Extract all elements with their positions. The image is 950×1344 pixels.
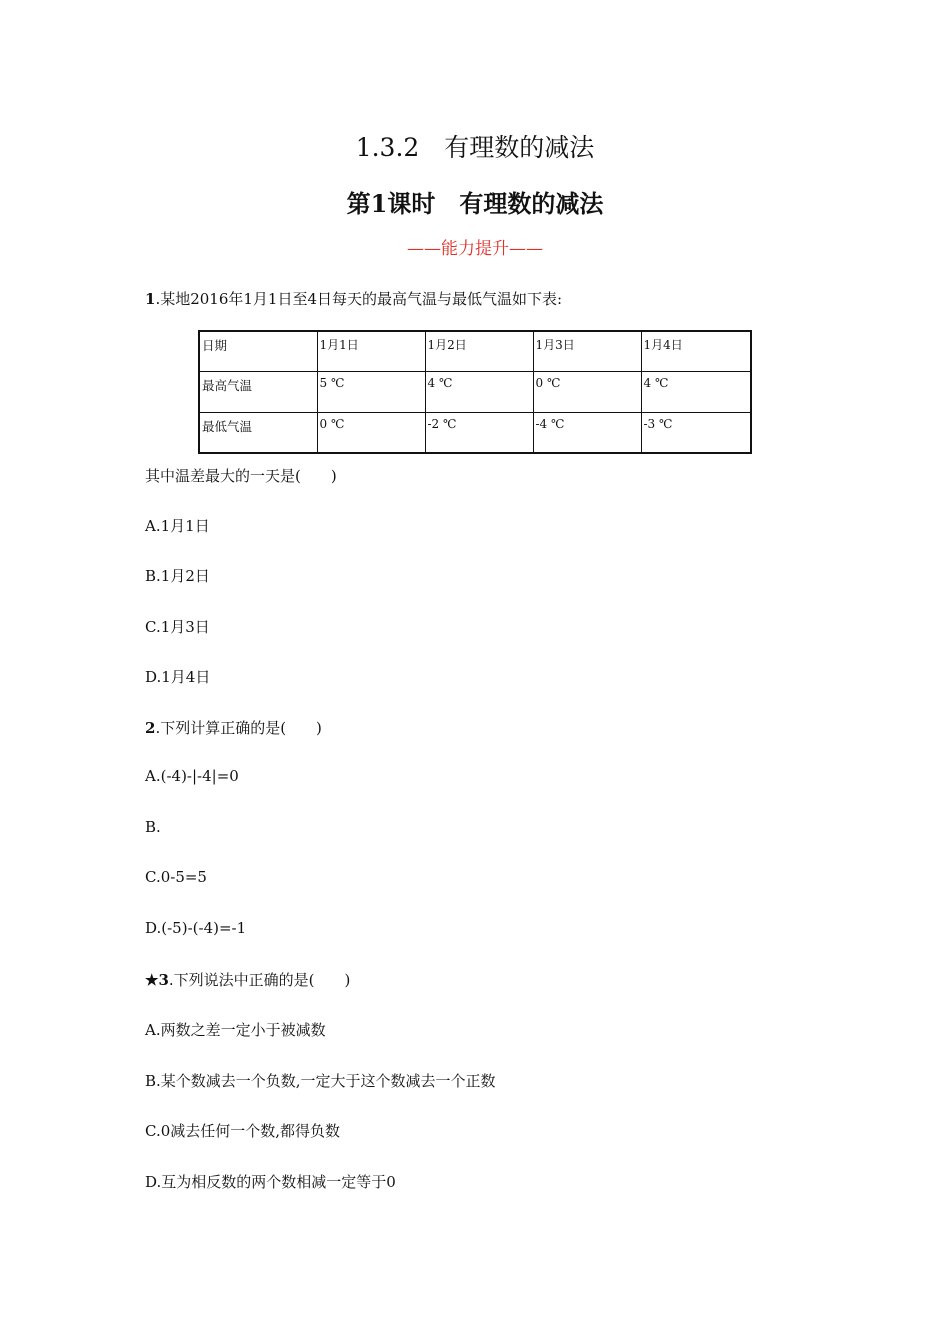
table-cell: 5 ℃ [317,372,425,412]
table-cell: 1月1日 [317,331,425,372]
table-cell: 1月2日 [425,331,533,372]
table-cell: 0 ℃ [317,412,425,453]
table-cell: 1月4日 [641,331,751,372]
table-row [199,412,751,453]
question-1-prompt: 其中温差最大的一天是( ) [145,467,337,485]
question-text: .下列计算正确的是( ) [155,719,322,737]
table-cell: 4 ℃ [425,372,533,412]
section-heading: ——能力提升—— [407,239,543,259]
question-number: 2 [145,719,156,737]
table-row [199,331,751,372]
table-cell: -4 ℃ [533,412,641,453]
table-cell: 日期 [199,331,317,372]
question-text: .某地2016年1月1日至4日每天的最高气温与最低气温如下表: [155,290,563,308]
option-c: C.1月3日 [145,618,210,636]
question-1 [145,288,562,309]
option-d: D.互为相反数的两个数相减一定等于0 [145,1173,396,1191]
question-text: .下列说法中正确的是( ) [168,971,351,989]
option-d: D.(-5)-(-4)=-1 [145,919,247,937]
option-b: B.某个数减去一个负数,一定大于这个数减去一个正数 [145,1072,496,1090]
table-cell: 0 ℃ [533,372,641,412]
option-a: A.1月1日 [145,517,210,535]
table-row [199,372,751,412]
page-title: 1.3.2 有理数的减法 [355,133,595,162]
question-2 [145,717,322,738]
question-number: 1 [145,290,156,308]
option-b: B.1月2日 [145,567,210,585]
table-cell: -2 ℃ [425,412,533,453]
option-a: A.两数之差一定小于被减数 [145,1021,326,1039]
table-cell: 1月3日 [533,331,641,372]
option-a: A.(-4)-|-4|=0 [145,767,239,785]
option-c: C.0减去任何一个数,都得负数 [145,1122,341,1140]
table-cell: 最高气温 [199,372,317,412]
question-3 [145,969,350,990]
question-number: ★3 [145,971,169,989]
option-b: B. [145,818,161,836]
option-c: C.0-5=5 [145,868,207,886]
option-d: D.1月4日 [145,668,211,686]
table-cell: -3 ℃ [641,412,751,453]
table-cell: 最低气温 [199,412,317,453]
lesson-title: 第1课时 有理数的减法 [346,189,604,218]
table-cell: 4 ℃ [641,372,751,412]
temperature-table [198,330,752,454]
